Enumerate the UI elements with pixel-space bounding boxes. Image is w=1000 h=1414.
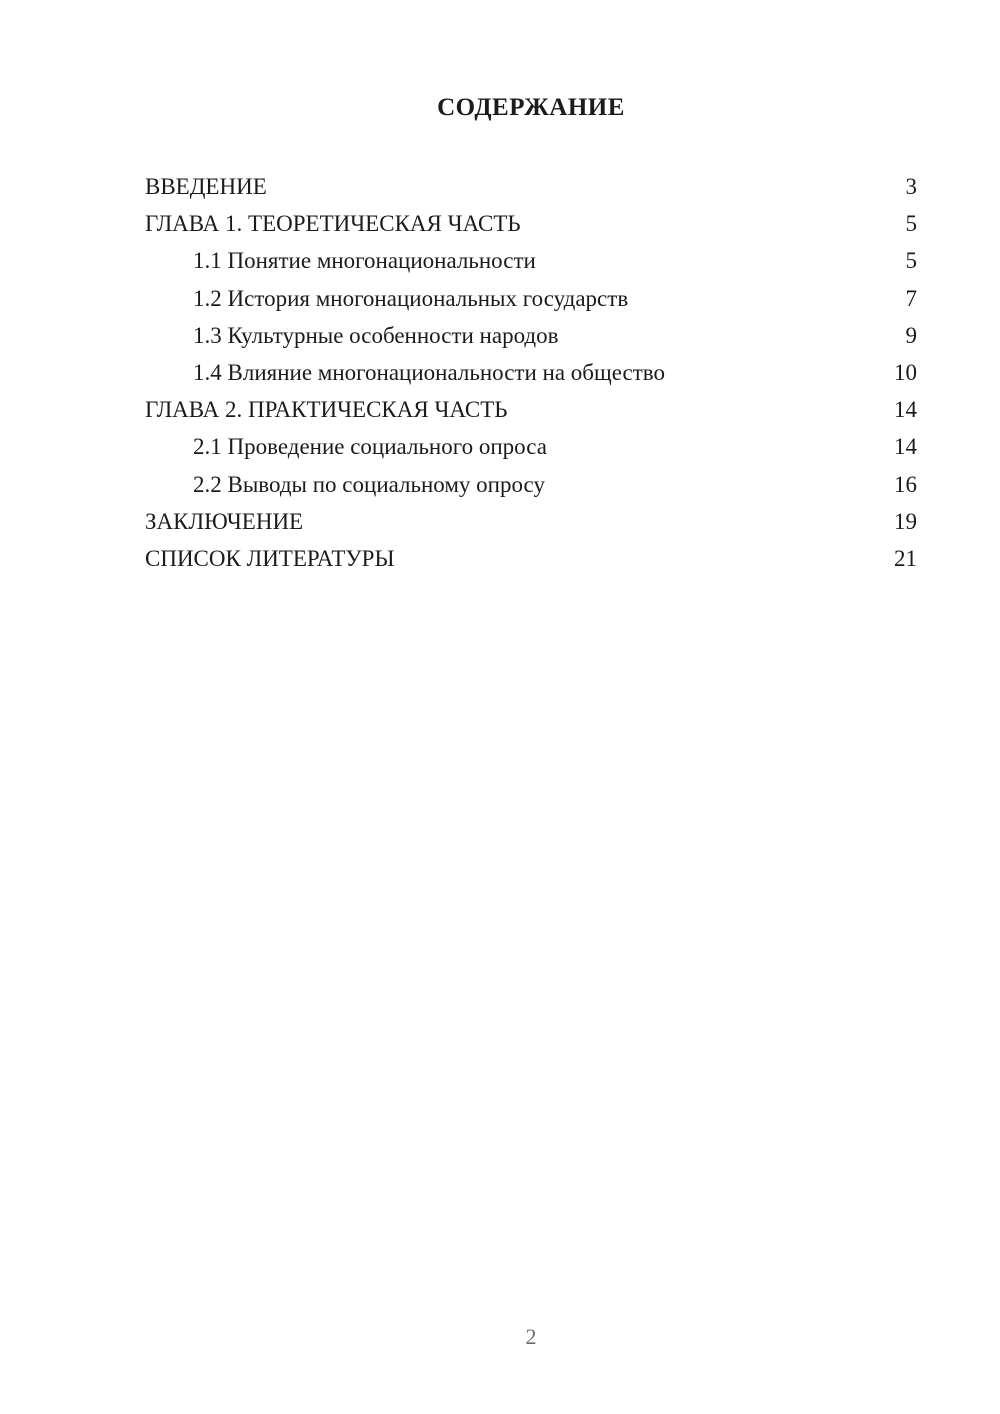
toc-entry-label: ГЛАВА 1. ТЕОРЕТИЧЕСКАЯ ЧАСТЬ — [145, 211, 521, 237]
toc-row-1-3 — [145, 317, 917, 354]
toc-row-glava-2 — [145, 391, 917, 428]
toc-entry-page-number: 7 — [905, 285, 917, 311]
toc-row-2-1 — [145, 428, 917, 465]
toc-entry-page-number: 5 — [905, 248, 917, 274]
toc-entry-page-number: 9 — [905, 322, 917, 348]
toc-entry-page-number: 3 — [905, 174, 917, 199]
toc-row-spisok-literatury — [145, 540, 917, 577]
toc-entry-label: 2.2 Выводы по социальному опросу — [193, 471, 545, 497]
toc-entry-page-number: 10 — [894, 360, 917, 386]
toc-row-glava-1 — [145, 205, 917, 242]
toc-row-vvedenie — [145, 168, 917, 205]
toc-entry-label: ЗАКЛЮЧЕНИЕ — [145, 508, 304, 534]
toc-row-1-1 — [145, 242, 917, 279]
toc-entry-page-number: 5 — [905, 211, 917, 237]
toc-entry-page-number: 16 — [894, 471, 917, 497]
toc-entry-label: ГЛАВА 2. ПРАКТИЧЕСКАЯ ЧАСТЬ — [145, 397, 508, 423]
table-of-contents — [145, 168, 917, 577]
toc-row-1-4 — [145, 354, 917, 391]
toc-entry-label: 1.2 История многонациональных государств — [193, 285, 629, 311]
toc-entry-page-number: 14 — [894, 397, 917, 423]
toc-entry-label: СПИСОК ЛИТЕРАТУРЫ — [145, 546, 395, 572]
toc-entry-page-number: 19 — [894, 508, 917, 534]
toc-entry-page-number: 21 — [894, 546, 917, 572]
toc-entry-label: 1.4 Влияние многонациональности на общество — [193, 360, 665, 386]
page-content — [145, 0, 917, 577]
toc-entry-page-number: 14 — [894, 434, 917, 460]
toc-entry-label: ВВЕДЕНИЕ — [145, 174, 267, 199]
toc-row-1-2 — [145, 280, 917, 317]
toc-row-zaklyuchenie — [145, 503, 917, 540]
toc-entry-label: 1.1 Понятие многонациональности — [193, 248, 536, 274]
page-title: СОДЕРЖАНИЕ — [437, 94, 625, 121]
footer-page-number: 2 — [525, 1324, 537, 1349]
toc-row-2-2 — [145, 466, 917, 503]
toc-entry-label: 2.1 Проведение социального опроса — [193, 434, 547, 460]
toc-entry-label: 1.3 Культурные особенности народов — [193, 322, 559, 348]
